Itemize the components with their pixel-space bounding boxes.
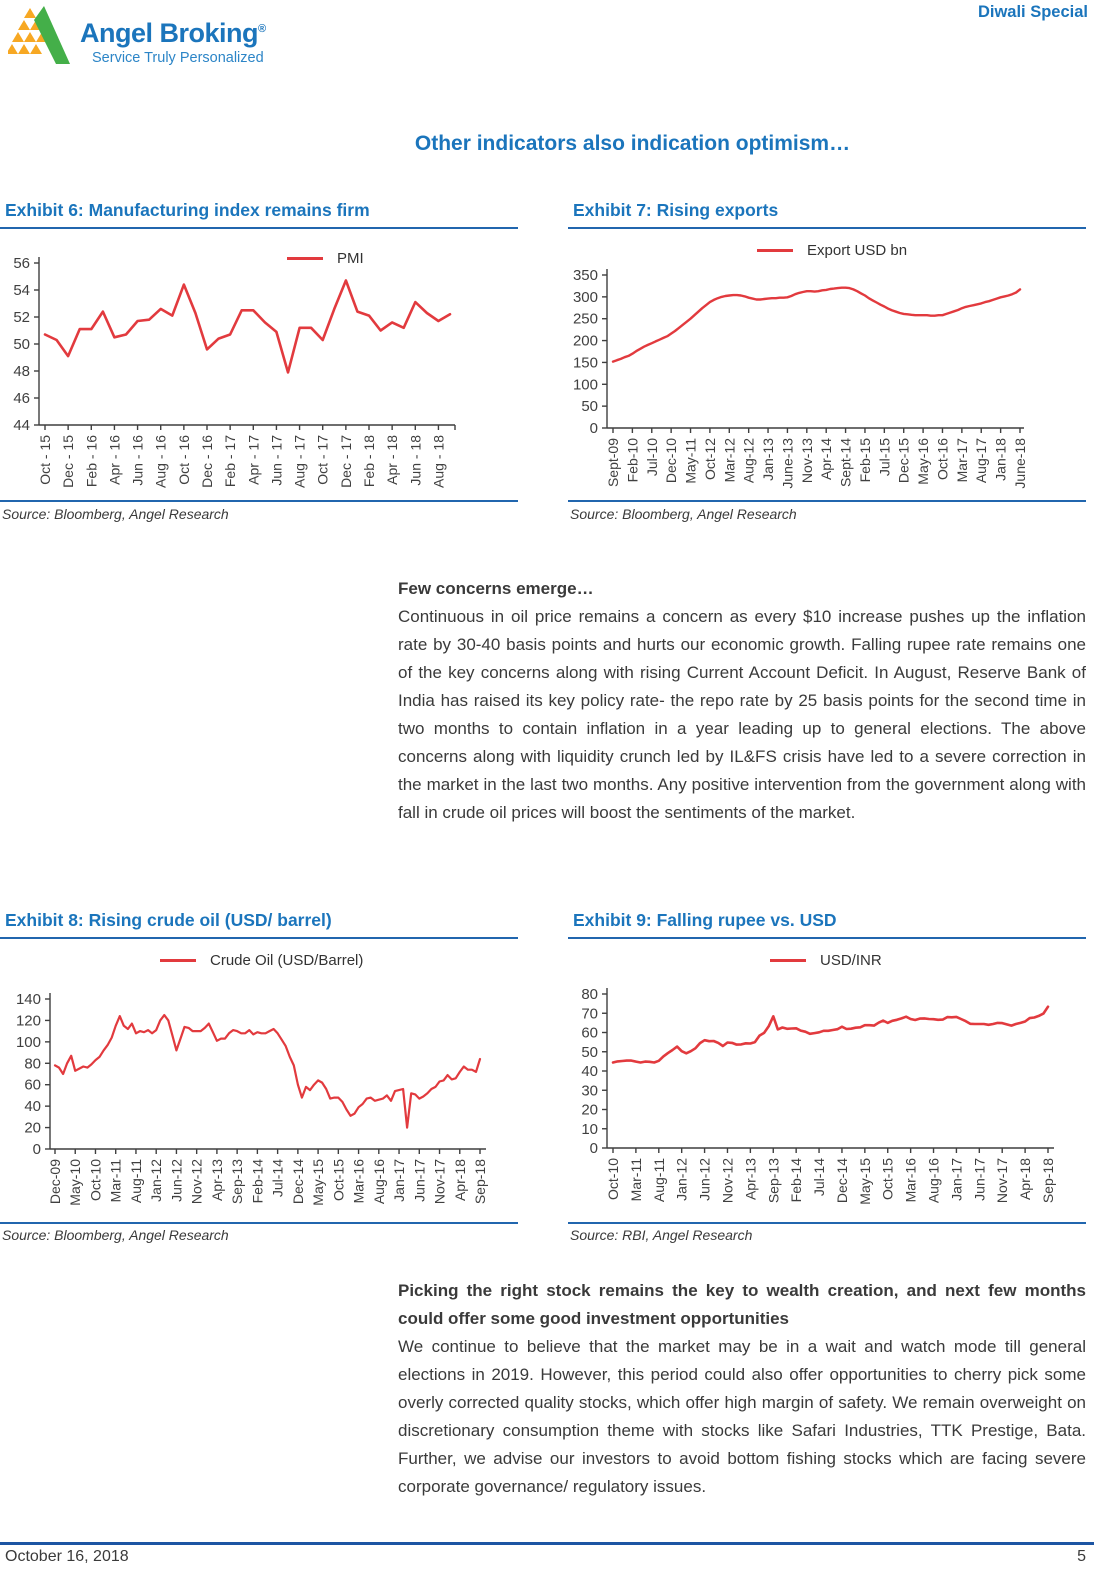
- svg-text:350: 350: [572, 267, 598, 284]
- svg-text:40: 40: [24, 1098, 41, 1116]
- svg-text:Jun - 18: Jun - 18: [407, 435, 424, 486]
- svg-text:Apr-13: Apr-13: [208, 1159, 225, 1202]
- svg-text:Jul-14: Jul-14: [269, 1159, 286, 1198]
- source-rule: [568, 1222, 1086, 1224]
- svg-text:Oct-15: Oct-15: [330, 1159, 347, 1202]
- svg-text:Feb - 16: Feb - 16: [83, 435, 100, 488]
- svg-text:150: 150: [572, 354, 598, 372]
- svg-text:Jun - 16: Jun - 16: [129, 435, 146, 486]
- brand-name: [80, 18, 266, 49]
- brand-logo: [8, 6, 72, 73]
- svg-text:Mar-12: Mar-12: [721, 438, 738, 483]
- footer-date: October 16, 2018: [5, 1548, 129, 1565]
- svg-text:Oct-15: Oct-15: [879, 1158, 896, 1201]
- angel-broking-logo-icon: [8, 6, 72, 68]
- svg-text:Jun-12: Jun-12: [168, 1159, 185, 1202]
- svg-text:Sep-13: Sep-13: [765, 1158, 782, 1204]
- svg-text:Nov-17: Nov-17: [431, 1159, 448, 1205]
- exhibit-6-title: Exhibit 6: Manufacturing index remains firm: [5, 200, 370, 220]
- svg-text:Jul-10: Jul-10: [643, 438, 660, 477]
- svg-text:Jan-13: Jan-13: [760, 438, 777, 481]
- svg-text:Oct-10: Oct-10: [605, 1158, 621, 1201]
- brand-name-text: Angel Broking: [80, 18, 259, 48]
- crude-oil-chart: [0, 945, 518, 1227]
- svg-text:46: 46: [13, 390, 30, 407]
- svg-text:54: 54: [13, 282, 30, 299]
- svg-text:Mar-11: Mar-11: [107, 1159, 124, 1203]
- svg-text:Dec-15: Dec-15: [895, 438, 912, 484]
- svg-text:Jan-17: Jan-17: [391, 1159, 408, 1202]
- svg-text:50: 50: [13, 336, 30, 353]
- svg-text:Dec - 16: Dec - 16: [199, 435, 215, 488]
- svg-text:Feb - 18: Feb - 18: [361, 435, 377, 488]
- svg-text:50: 50: [581, 1043, 598, 1061]
- svg-text:56: 56: [13, 255, 30, 272]
- svg-text:20: 20: [24, 1119, 41, 1137]
- source-rule: [0, 1222, 518, 1224]
- svg-text:0: 0: [589, 420, 598, 437]
- svg-text:Jan-18: Jan-18: [992, 438, 1009, 481]
- exhibit-8-source: Source: Bloomberg, Angel Research: [2, 1227, 229, 1243]
- svg-text:May-16: May-16: [915, 438, 932, 485]
- svg-text:Aug - 16: Aug - 16: [152, 435, 169, 488]
- few-concerns-body: Continuous in oil price remains a concern as every $10 increase pushes up the inflation rate by 30-40 basis points and hurts our economic growth. Falling rupee rate remains one of the key concerns along with rising Current Account Deficit. In August, Reserve Bank of India has raised its key policy rate- the repo rate by 25 basis points for the second time in two months to contain inflation in a year leading up to general elections. The above concerns along with liquidity crunch led by IL&FS crisis have led to a severe correction in the market in the last two months. Any positive intervention from the government along with fall in crude oil prices will boost the sentiments of the market.: [398, 607, 1086, 822]
- exhibit-7: [568, 200, 1086, 536]
- exhibit-8-title: Exhibit 8: Rising crude oil (USD/ barrel): [5, 910, 332, 930]
- svg-text:44: 44: [13, 417, 30, 434]
- svg-text:Sept-09: Sept-09: [605, 438, 621, 488]
- svg-text:Dec-09: Dec-09: [47, 1159, 63, 1205]
- pmi-chart: [0, 240, 518, 502]
- svg-text:30: 30: [581, 1082, 598, 1100]
- svg-text:Feb-14: Feb-14: [249, 1159, 266, 1204]
- svg-text:120: 120: [15, 1012, 41, 1030]
- svg-text:Aug-11: Aug-11: [650, 1158, 667, 1203]
- svg-text:Oct-12: Oct-12: [701, 438, 718, 481]
- svg-text:Jan-17: Jan-17: [948, 1158, 965, 1201]
- svg-text:Sep-18: Sep-18: [1040, 1158, 1056, 1204]
- svg-text:Sep-18: Sep-18: [472, 1159, 488, 1205]
- svg-text:Dec-10: Dec-10: [663, 438, 680, 484]
- svg-text:May-15: May-15: [856, 1158, 873, 1205]
- picking-block: [398, 1277, 1086, 1501]
- svg-text:June-18: June-18: [1012, 438, 1028, 489]
- svg-text:Mar-16: Mar-16: [350, 1159, 367, 1204]
- svg-text:100: 100: [15, 1033, 41, 1051]
- svg-text:Sept-14: Sept-14: [837, 438, 854, 488]
- svg-text:Jul-14: Jul-14: [811, 1158, 828, 1197]
- svg-text:Dec-14: Dec-14: [289, 1159, 306, 1205]
- svg-text:0: 0: [32, 1141, 41, 1158]
- source-rule: [568, 500, 1086, 502]
- svg-text:Apr - 17: Apr - 17: [245, 435, 262, 485]
- svg-text:Feb - 17: Feb - 17: [222, 435, 239, 488]
- legend-label: Export USD bn: [807, 242, 908, 259]
- svg-text:140: 140: [15, 991, 41, 1008]
- svg-text:Jan-12: Jan-12: [673, 1158, 690, 1201]
- svg-text:Aug - 18: Aug - 18: [430, 435, 447, 488]
- svg-text:Aug - 17: Aug - 17: [291, 435, 308, 488]
- svg-text:10: 10: [581, 1120, 598, 1138]
- brand-tagline: Service Truly Personalized: [92, 50, 264, 66]
- svg-text:Dec - 15: Dec - 15: [60, 435, 77, 488]
- svg-text:Mar-16: Mar-16: [902, 1158, 919, 1203]
- svg-text:50: 50: [581, 398, 598, 416]
- few-concerns-heading: Few concerns emerge…: [398, 579, 594, 598]
- svg-text:Feb-10: Feb-10: [624, 438, 641, 483]
- svg-text:Feb-14: Feb-14: [788, 1158, 805, 1203]
- svg-text:Jul-15: Jul-15: [876, 438, 893, 477]
- svg-text:Jun-17: Jun-17: [971, 1158, 988, 1201]
- svg-text:Nov-12: Nov-12: [719, 1158, 736, 1204]
- svg-text:May-11: May-11: [682, 438, 699, 484]
- exhibit-6: [0, 200, 518, 536]
- svg-text:Apr-18: Apr-18: [451, 1159, 468, 1202]
- svg-text:80: 80: [24, 1055, 41, 1073]
- svg-text:20: 20: [581, 1101, 598, 1119]
- svg-text:Jun - 17: Jun - 17: [268, 435, 285, 486]
- picking-body: We continue to believe that the market may be in a wait and watch mode till general elections in 2019. However, this period could also offer opportunities to cherry pick some overly corrected quality stocks, which offer high margin of safety. We remain overweight on discretionary consumption theme with stocks like Safari Industries, TTK Prestige, Bata. Further, we advise our investors to avoid bottom fishing stocks which are facing severe corporate governance/ regulatory issues.: [398, 1337, 1086, 1496]
- svg-text:48: 48: [13, 363, 30, 380]
- svg-text:Aug-16: Aug-16: [370, 1159, 387, 1205]
- svg-text:Aug-17: Aug-17: [973, 438, 990, 484]
- svg-text:200: 200: [572, 332, 598, 350]
- exhibit-9: [568, 908, 1086, 1253]
- page-heading: Other indicators also indication optimism…: [414, 132, 851, 155]
- title-rule: [0, 227, 518, 229]
- svg-text:May-10: May-10: [67, 1159, 84, 1206]
- svg-text:Apr-13: Apr-13: [742, 1158, 759, 1201]
- exhibit-9-source: Source: RBI, Angel Research: [570, 1227, 753, 1243]
- legend-label: USD/INR: [820, 952, 882, 969]
- svg-text:Apr-18: Apr-18: [1017, 1158, 1034, 1201]
- svg-text:Jun-17: Jun-17: [411, 1159, 428, 1202]
- exhibit-6-source: Source: Bloomberg, Angel Research: [2, 506, 229, 522]
- svg-text:Oct - 17: Oct - 17: [314, 435, 331, 485]
- svg-text:Nov-13: Nov-13: [798, 438, 815, 484]
- picking-heading: Picking the right stock remains the key to wealth creation, and next few months could offer some good investment opportunities: [398, 1281, 1086, 1328]
- svg-text:Oct-10: Oct-10: [87, 1159, 104, 1202]
- svg-text:300: 300: [572, 288, 598, 306]
- svg-text:Apr - 16: Apr - 16: [106, 435, 123, 485]
- svg-text:Dec - 17: Dec - 17: [337, 435, 354, 488]
- title-rule: [568, 227, 1086, 229]
- svg-text:250: 250: [572, 310, 598, 328]
- svg-text:Mar-11: Mar-11: [627, 1158, 644, 1202]
- svg-text:Apr-14: Apr-14: [818, 438, 835, 481]
- svg-text:Oct - 15: Oct - 15: [37, 435, 53, 485]
- svg-text:Feb-15: Feb-15: [856, 438, 873, 483]
- exhibit-7-title: Exhibit 7: Rising exports: [573, 200, 779, 220]
- svg-text:80: 80: [581, 986, 598, 1003]
- registered-mark: ®: [258, 23, 266, 35]
- svg-text:Dec-14: Dec-14: [833, 1158, 850, 1204]
- svg-text:60: 60: [24, 1076, 41, 1094]
- svg-text:60: 60: [581, 1024, 598, 1042]
- svg-text:Mar-17: Mar-17: [953, 438, 970, 483]
- legend-label: Crude Oil (USD/Barrel): [210, 952, 364, 969]
- exhibit-7-source: Source: Bloomberg, Angel Research: [570, 506, 797, 522]
- svg-text:Jan-12: Jan-12: [148, 1159, 165, 1202]
- svg-text:40: 40: [581, 1063, 598, 1080]
- source-rule: [0, 500, 518, 502]
- svg-text:Oct - 16: Oct - 16: [175, 435, 192, 485]
- svg-text:Sep-13: Sep-13: [229, 1159, 246, 1205]
- svg-text:Aug-16: Aug-16: [925, 1158, 942, 1204]
- svg-text:70: 70: [581, 1005, 598, 1023]
- legend-label: PMI: [337, 250, 364, 267]
- exhibit-9-title: Exhibit 9: Falling rupee vs. USD: [573, 910, 837, 930]
- svg-text:0: 0: [589, 1140, 598, 1157]
- exhibit-8: [0, 908, 518, 1253]
- svg-text:Nov-12: Nov-12: [188, 1159, 205, 1205]
- svg-text:June-13: June-13: [779, 438, 796, 489]
- few-concerns-block: [398, 575, 1086, 827]
- exports-chart: [568, 240, 1086, 502]
- svg-text:May-15: May-15: [310, 1159, 327, 1206]
- title-rule: [0, 937, 518, 939]
- title-rule: [568, 937, 1086, 939]
- footer-page-number: 5: [1077, 1548, 1086, 1565]
- svg-text:Apr - 18: Apr - 18: [384, 435, 401, 485]
- svg-text:52: 52: [13, 309, 30, 326]
- svg-text:Jun-12: Jun-12: [696, 1158, 713, 1201]
- svg-text:100: 100: [572, 376, 598, 394]
- usd-inr-chart: [568, 945, 1086, 1227]
- svg-text:Aug-12: Aug-12: [740, 438, 757, 484]
- svg-text:Aug-11: Aug-11: [127, 1159, 144, 1204]
- svg-text:Nov-17: Nov-17: [994, 1158, 1011, 1204]
- edition-label: Diwali Special: [977, 3, 1088, 21]
- footer-rule: [0, 1542, 1094, 1545]
- svg-text:Oct-16: Oct-16: [934, 438, 951, 481]
